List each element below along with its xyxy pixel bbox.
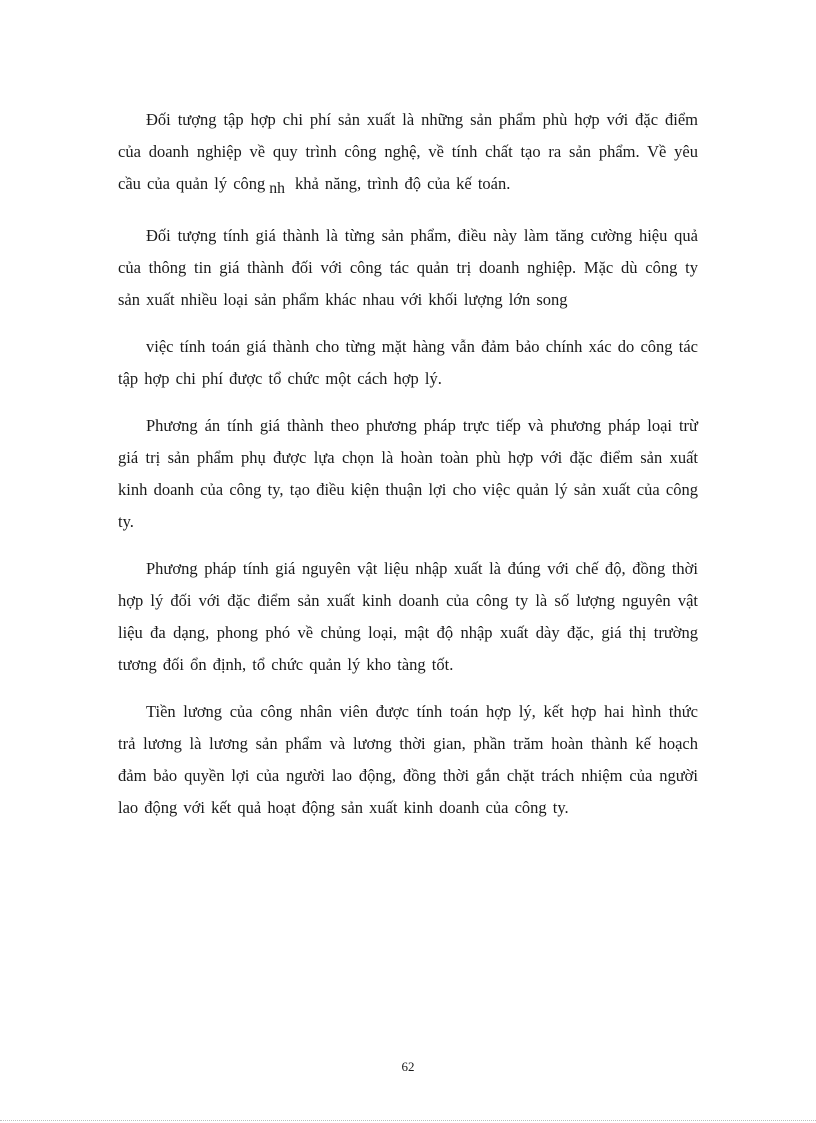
page-number: 62 [401,1059,415,1074]
paragraph-4: Phương án tính giá thành theo phương pháp trực tiếp và phương pháp loại trừ giá trị sản phẩm phụ được lựa chọn là hoàn toàn phù hợp với đặc điểm sản xuất kinh doanh của công ty, tạo điều kiện thuận lợi cho việc quản lý sản xuất của công ty. [118,416,698,532]
paragraph-1 [118,104,698,205]
paragraph-1-subscript: nh [269,180,285,198]
page-bottom-divider [0,1120,816,1121]
paragraph-1-text-before: Đối tượng tập hợp chi phí sản xuất là những sản phẩm phù hợp với đặc điểm của doanh nghiệp về quy trình công nghệ, về tính chất tạo ra sản phẩm. Về yêu cầu của quản lý công [118,110,698,193]
paragraph-2: Đối tượng tính giá thành là từng sản phẩm, điều này làm tăng cường hiệu quả của thông tin giá thành đối với công tác quản trị doanh nghiệp. Mặc dù công ty sản xuất nhiều loại sản phẩm khác nhau với khối lượng lớn song [118,226,698,310]
paragraph-5: Phương pháp tính giá nguyên vật liệu nhập xuất là đúng với chế độ, đồng thời hợp lý đối với đặc điểm sản xuất kinh doanh của công ty là số lượng nguyên vật liệu đa dạng, phong phó về chủng loại, mật độ nhập xuất dày đặc, giá thị trường tương đối ổn định, tổ chức quản lý kho tàng tốt. [118,559,698,675]
document-body [118,104,698,839]
paragraph-6: Tiền lương của công nhân viên được tính toán hợp lý, kết hợp hai hình thức trả lương là lương sản phẩm và lương thời gian, phần trăm hoàn thành kế hoạch đảm bảo quyền lợi của người lao động, đồng thời gắn chặt trách nhiệm của người lao động với kết quả hoạt động sản xuất kinh doanh của công ty. [118,702,698,818]
paragraph-1-text-after: khả năng, trình độ của kế toán. [294,174,511,193]
paragraph-3: việc tính toán giá thành cho từng mặt hàng vẫn đảm bảo chính xác do công tác tập hợp chi phí được tổ chức một cách hợp lý. [118,337,698,389]
